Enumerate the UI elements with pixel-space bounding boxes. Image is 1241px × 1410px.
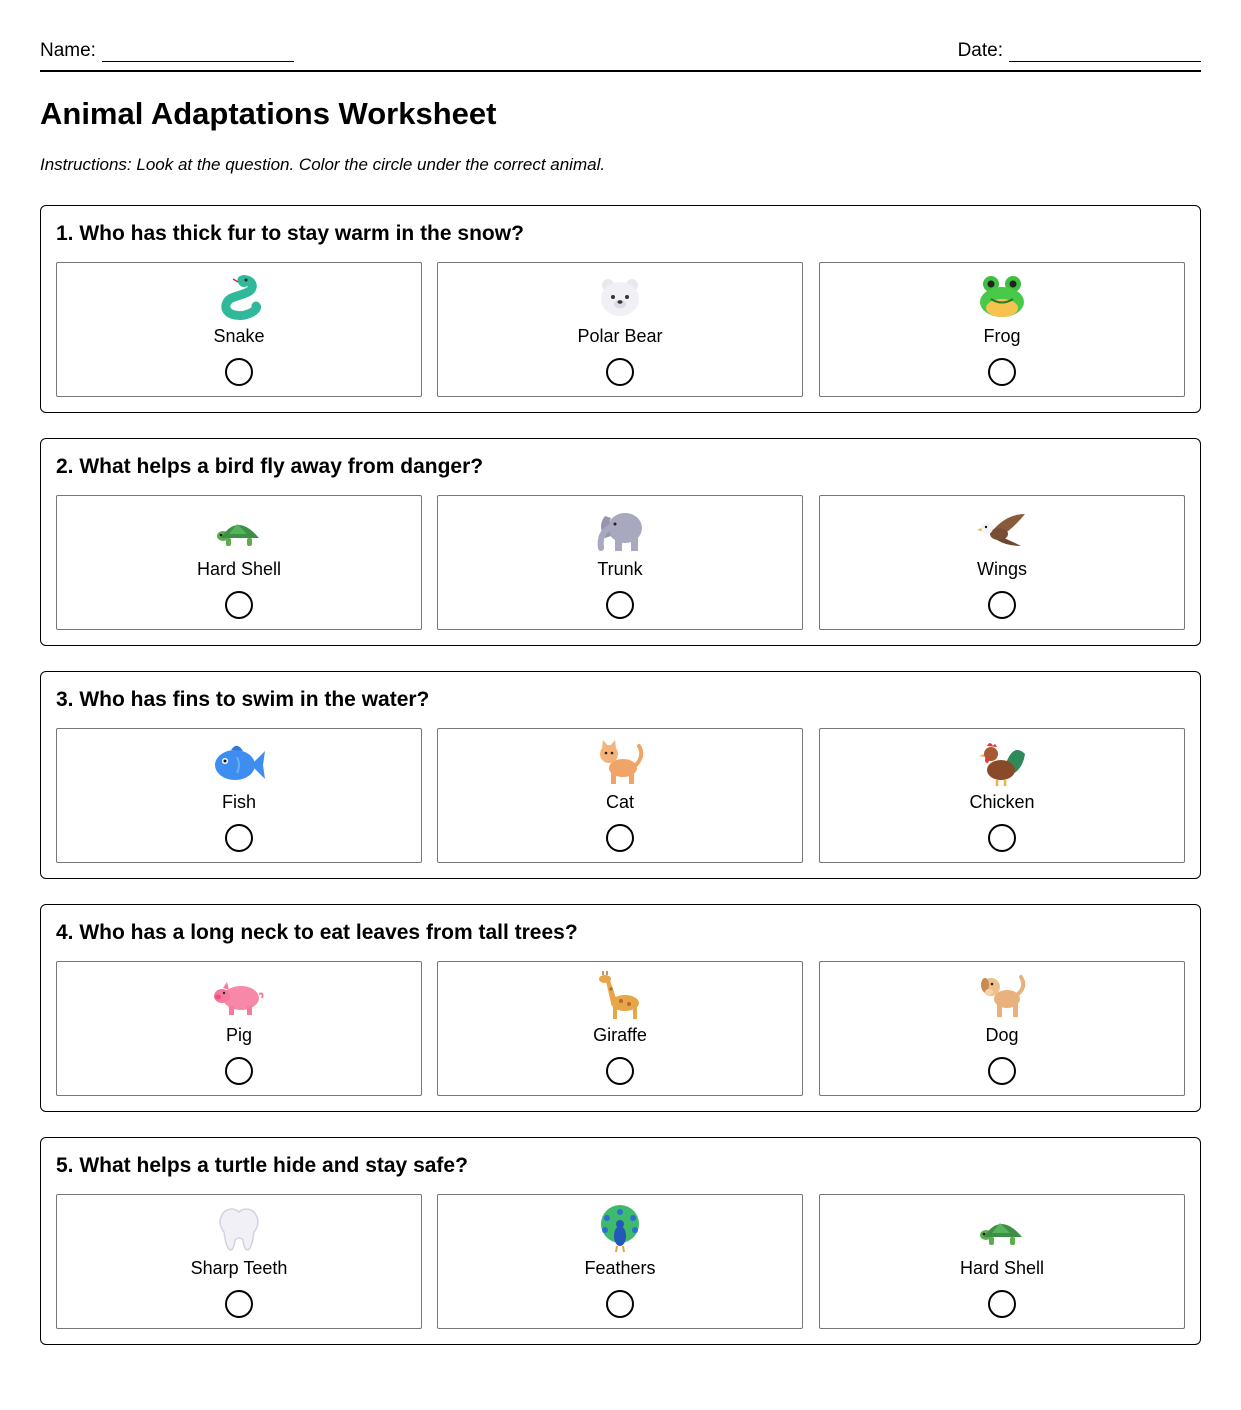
answer-option[interactable] [56, 262, 422, 397]
option-label: Hard Shell [196, 559, 282, 579]
answer-option[interactable] [819, 961, 1185, 1096]
name-field [40, 40, 294, 62]
header [40, 0, 1201, 72]
option-label: Dog [985, 1025, 1019, 1045]
snake-icon [57, 273, 421, 321]
answer-bubble[interactable] [988, 1290, 1016, 1318]
worksheet-page [40, 0, 1201, 1278]
answer-option[interactable] [819, 262, 1185, 397]
answer-bubble[interactable] [606, 1057, 634, 1085]
answer-bubble[interactable] [225, 358, 253, 386]
option-label: Feathers [584, 1258, 656, 1278]
question-text: 2. What helps a bird fly away from danger? [56, 455, 484, 478]
answer-bubble[interactable] [988, 591, 1016, 619]
answer-bubble[interactable] [606, 824, 634, 852]
question-3 [40, 671, 1201, 879]
question-text: 5. What helps a turtle hide and stay safe? [56, 1154, 468, 1177]
eagle-icon [820, 506, 1184, 554]
question-4 [40, 904, 1201, 1112]
answer-bubble[interactable] [225, 591, 253, 619]
turtle-icon [57, 506, 421, 554]
question-text: 3. Who has fins to swim in the water? [56, 688, 430, 711]
name-blank-line[interactable] [102, 41, 294, 62]
option-label: Wings [976, 559, 1027, 579]
answer-bubble[interactable] [225, 1057, 253, 1085]
option-label: Trunk [597, 559, 643, 579]
answer-option[interactable] [56, 961, 422, 1096]
instructions: Instructions: Look at the question. Color the circle under the correct animal. [40, 155, 606, 174]
name-label: Name: [40, 40, 96, 61]
answer-option[interactable] [56, 495, 422, 630]
answer-bubble[interactable] [606, 358, 634, 386]
rooster-icon [820, 739, 1184, 787]
question-text: 1. Who has thick fur to stay warm in the snow? [56, 222, 524, 245]
answer-bubble[interactable] [988, 824, 1016, 852]
answer-bubble[interactable] [988, 358, 1016, 386]
giraffe-icon [438, 972, 802, 1020]
dog-icon [820, 972, 1184, 1020]
question-text: 4. Who has a long neck to eat leaves from tall trees? [56, 921, 578, 944]
answer-bubble[interactable] [606, 1290, 634, 1318]
answer-bubble[interactable] [225, 824, 253, 852]
answer-option[interactable] [819, 728, 1185, 863]
answer-option[interactable] [819, 1194, 1185, 1329]
polar-bear-icon [438, 273, 802, 321]
date-field [958, 40, 1201, 62]
frog-icon [820, 273, 1184, 321]
date-blank-line[interactable] [1009, 41, 1201, 62]
question-2 [40, 438, 1201, 646]
option-label: Fish [221, 792, 256, 812]
option-label: Giraffe [593, 1025, 647, 1045]
question-5 [40, 1137, 1201, 1345]
answer-option[interactable] [437, 1194, 803, 1329]
peacock-icon [438, 1205, 802, 1253]
question-1 [40, 205, 1201, 413]
option-label: Pig [225, 1025, 252, 1045]
cat-icon [438, 739, 802, 787]
fish-icon [57, 739, 421, 787]
elephant-icon [438, 506, 802, 554]
option-label: Snake [213, 326, 265, 346]
option-label: Frog [983, 326, 1021, 346]
answer-option[interactable] [56, 728, 422, 863]
answer-option[interactable] [56, 1194, 422, 1329]
pig-icon [57, 972, 421, 1020]
page-title: Animal Adaptations Worksheet [40, 96, 497, 131]
date-label: Date: [957, 40, 1003, 61]
answer-option[interactable] [819, 495, 1185, 630]
option-label: Chicken [969, 792, 1035, 812]
answer-option[interactable] [437, 728, 803, 863]
turtle-icon [820, 1205, 1184, 1253]
option-label: Polar Bear [577, 326, 663, 346]
option-label: Sharp Teeth [190, 1258, 288, 1278]
tooth-icon [57, 1205, 421, 1253]
option-label: Cat [605, 792, 634, 812]
answer-option[interactable] [437, 495, 803, 630]
answer-bubble[interactable] [225, 1290, 253, 1318]
answer-option[interactable] [437, 262, 803, 397]
answer-option[interactable] [437, 961, 803, 1096]
answer-bubble[interactable] [606, 591, 634, 619]
answer-bubble[interactable] [988, 1057, 1016, 1085]
option-label: Hard Shell [959, 1258, 1045, 1278]
